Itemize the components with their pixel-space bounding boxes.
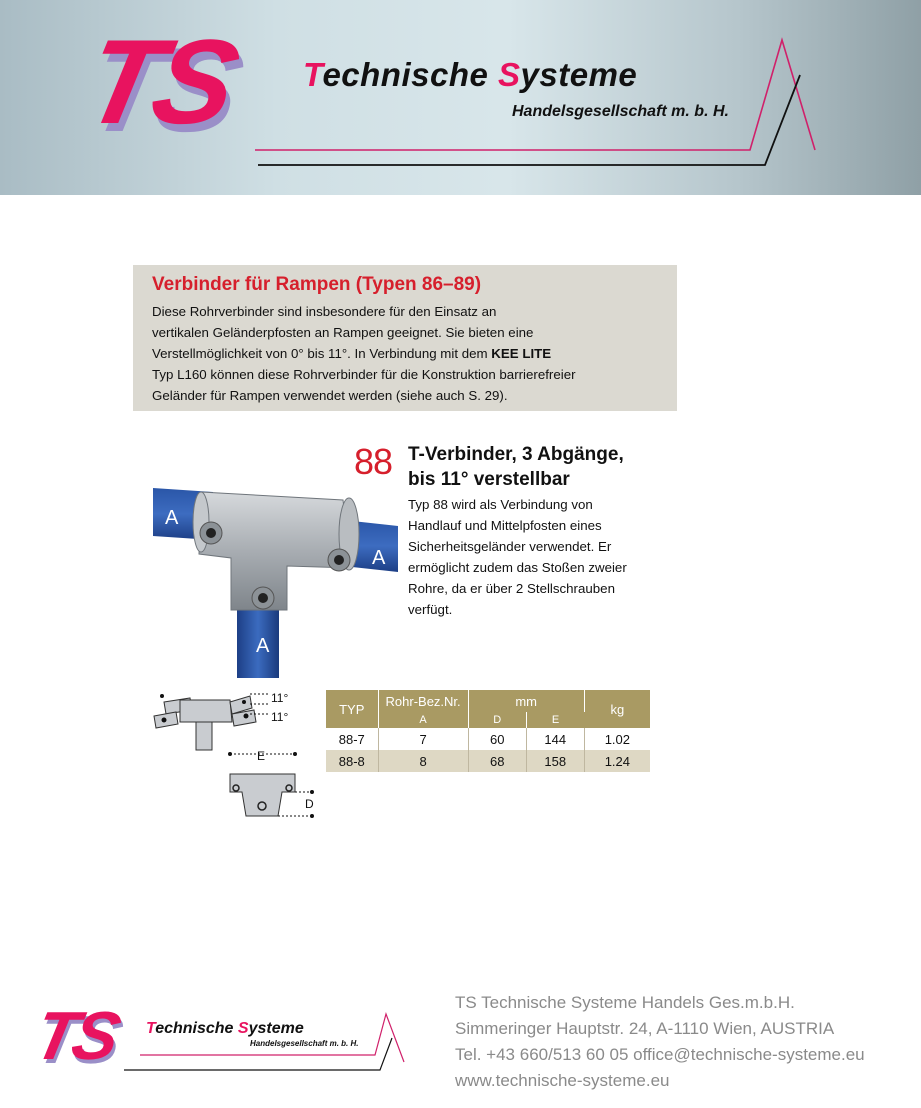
subcol-a: A: [378, 712, 468, 728]
footer-company-name: Technische Systeme: [146, 1020, 304, 1037]
col-kg: kg: [584, 690, 650, 728]
subcol-d: D: [468, 712, 526, 728]
dim-e-label: E: [257, 749, 266, 763]
intro-text: Diese Rohrverbinder sind insbesondere für den Einsatz an vertikalen Geländerpfosten an Rampen geeignet. Sie bieten eine Verstellmöglichkeit von 0° bis 11°. In Verbindung mit dem KEE LITE Typ L160 können diese Rohrverbinder für die Konstruktion barrierefreier Geländer für Rampen verwendet werden (siehe auch S. 29).: [152, 304, 576, 403]
spec-table: [326, 690, 650, 772]
pipe-label-left: A: [165, 507, 179, 529]
contact-website: www.technische-systeme.eu: [455, 1071, 670, 1090]
footer-company-subtitle: Handelsgesellschaft m. b. H.: [250, 1039, 359, 1048]
angle-top-label: 11°: [271, 691, 289, 705]
pipe-label-right: A: [372, 547, 386, 569]
brand-kee-lite: KEE LITE: [491, 346, 552, 361]
col-rohr: Rohr-Bez.Nr.: [378, 690, 468, 712]
intro-heading: Verbinder für Rampen (Typen 86–89): [152, 274, 482, 295]
company-logo: TS: [73, 15, 244, 149]
contact-phone-email: Tel. +43 660/513 60 05 office@technische-systeme.eu: [455, 1045, 865, 1064]
table-row: 88-7 7 60 144 1.02: [326, 728, 650, 750]
product-title: T-Verbinder, 3 Abgänge, bis 11° verstellbar: [408, 444, 624, 490]
product-description: Typ 88 wird als Verbindung von Handlauf und Mittelpfosten eines Sicherheitsgeländer verwendet. Er ermöglicht zudem das Stoßen zweier Rohre, da er über 2 Stellschrauben verfügt.: [408, 497, 627, 617]
company-subtitle: Handelsgesellschaft m. b. H.: [512, 103, 729, 120]
angle-bottom-label: 11°: [271, 710, 289, 724]
footer-logo: TS: [27, 998, 123, 1074]
subcol-e: E: [526, 712, 584, 728]
company-name: Technische Systeme: [303, 56, 638, 93]
col-mm: mm: [468, 690, 584, 712]
technical-drawing: [150, 688, 330, 823]
pipe-label-bottom: A: [256, 635, 270, 657]
header-banner: [0, 0, 921, 195]
product-number: 88: [354, 441, 393, 482]
contact-block: [455, 990, 865, 1094]
contact-address: Simmeringer Hauptstr. 24, A-1110 Wien, AUSTRIA: [455, 1019, 835, 1038]
dim-d-label: D: [305, 797, 314, 811]
col-typ: TYP: [326, 690, 378, 728]
intro-box: [133, 265, 677, 411]
contact-company: TS Technische Systeme Handels Ges.m.b.H.: [455, 993, 795, 1012]
table-row: 88-8 8 68 158 1.24: [326, 750, 650, 772]
